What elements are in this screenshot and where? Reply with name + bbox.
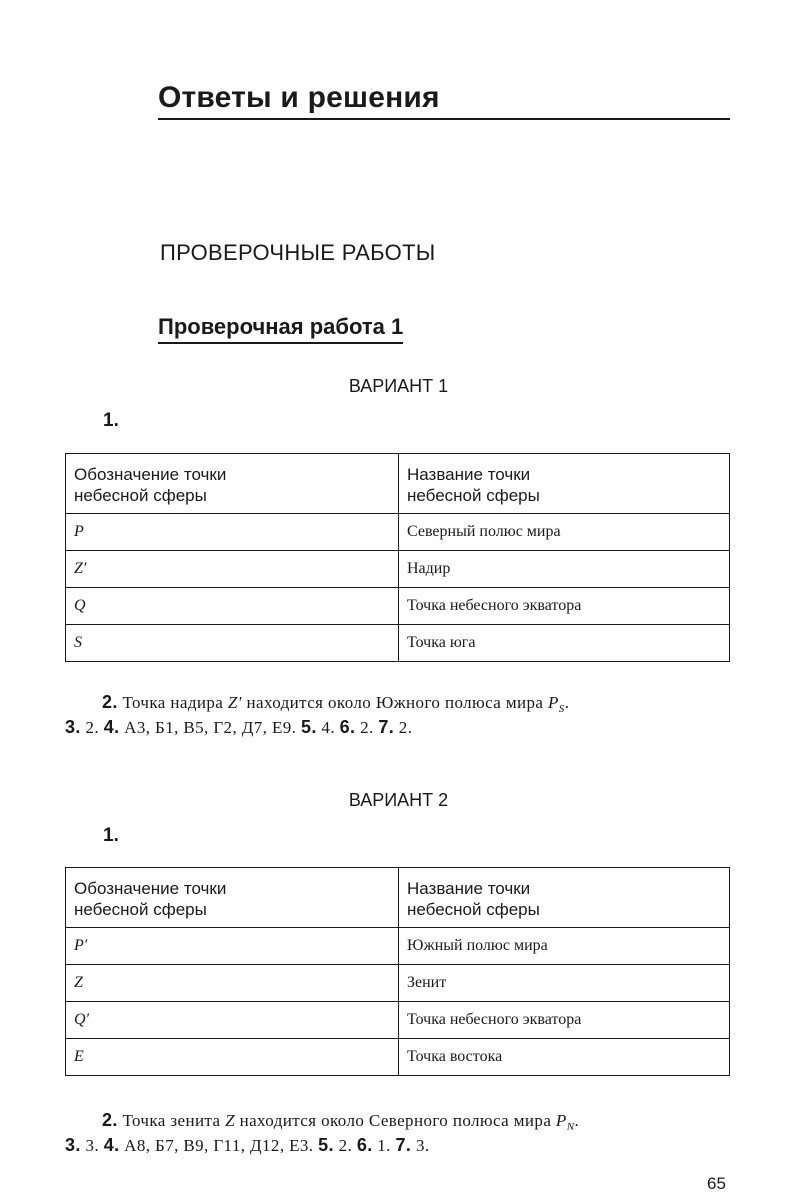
answer-number: 7. xyxy=(395,1135,412,1155)
point-name: Надир xyxy=(399,551,730,588)
answer-number: 5. xyxy=(300,717,317,737)
variant-2-answers-3-7 xyxy=(65,1135,735,1156)
table-row xyxy=(66,928,730,965)
table-row xyxy=(66,1002,730,1039)
answer-value: 3. xyxy=(85,1136,100,1155)
answer-end: . xyxy=(564,693,570,712)
variant-1-answer-table xyxy=(65,453,730,662)
table-header-row xyxy=(66,454,730,514)
column-header-name xyxy=(399,868,730,928)
answer-number: 3. xyxy=(65,1135,81,1155)
answer-value: 2. xyxy=(398,718,413,737)
answer-symbol: Z′ xyxy=(227,693,242,712)
answer-number: 4. xyxy=(103,717,120,737)
column-header-designation xyxy=(66,868,399,928)
answer-value: 2. xyxy=(338,1136,353,1155)
table-row xyxy=(66,965,730,1002)
answer-value: 2. xyxy=(85,718,100,737)
answer-text: Точка зенита xyxy=(122,1111,226,1130)
header-line: Обозначение точки небесной сферы xyxy=(74,464,227,505)
point-name: Точка востока xyxy=(399,1039,730,1076)
point-symbol: S xyxy=(66,625,399,662)
column-header-designation xyxy=(66,454,399,514)
header-line: Обозначение точки небесной сферы xyxy=(74,878,227,919)
answer-value: 1. xyxy=(377,1136,391,1155)
variant-2-heading: ВАРИАНТ 2 xyxy=(348,790,449,810)
point-name: Точка небесного экватора xyxy=(399,588,730,625)
answer-text: находится около Северного полюса мира xyxy=(234,1111,556,1130)
point-name: Точка небесного экватора xyxy=(399,1002,730,1039)
variant-2-task-1-label: 1. xyxy=(103,825,119,846)
point-symbol: Z′ xyxy=(66,551,399,588)
pole-subscript: S xyxy=(558,703,565,715)
answer-number: 6. xyxy=(339,717,356,737)
answer-number: 3. xyxy=(65,717,81,737)
pole-subscript: N xyxy=(566,1121,575,1133)
answer-number: 4. xyxy=(103,1135,120,1155)
answer-value: 3. xyxy=(415,1136,430,1155)
answer-number: 7. xyxy=(378,717,395,737)
table-row xyxy=(66,514,730,551)
page-title: Ответы и решения xyxy=(158,78,730,120)
point-symbol: P xyxy=(66,514,399,551)
table-row xyxy=(66,588,730,625)
answer-end: . xyxy=(574,1111,580,1130)
variant-1-heading: ВАРИАНТ 1 xyxy=(348,376,449,396)
table-header-row xyxy=(66,868,730,928)
answer-number: 5. xyxy=(318,1135,334,1155)
answer-number: 6. xyxy=(356,1135,373,1155)
answer-symbol: Z xyxy=(225,1111,235,1130)
table-row xyxy=(66,1039,730,1076)
answer-value: 2. xyxy=(360,718,374,737)
answer-value: 4. xyxy=(321,718,335,737)
point-name: Зенит xyxy=(399,965,730,1002)
answer-number: 2. xyxy=(102,692,118,712)
header-line: Название точки небесной сферы xyxy=(407,464,540,505)
page-number: 65 xyxy=(707,1174,726,1193)
variant-1-answer-2 xyxy=(65,692,735,715)
column-header-name xyxy=(399,454,730,514)
pole-symbol: P xyxy=(548,693,559,712)
table-row xyxy=(66,625,730,662)
table-row xyxy=(66,551,730,588)
work-title: Проверочная работа 1 xyxy=(158,312,403,344)
variant-1-task-1-label: 1. xyxy=(103,410,119,431)
section-heading: ПРОВЕРОЧНЫЕ РАБОТЫ xyxy=(160,240,436,265)
point-symbol: Q′ xyxy=(66,1002,399,1039)
point-name: Северный полюс мира xyxy=(399,514,730,551)
point-symbol: E xyxy=(66,1039,399,1076)
answer-value: А8, Б7, В9, Г11, Д12, Е3. xyxy=(124,1136,314,1155)
pole-symbol: P xyxy=(555,1111,567,1130)
variant-1-answers-3-7 xyxy=(65,717,735,738)
point-symbol: Q xyxy=(66,588,399,625)
point-name: Точка юга xyxy=(399,625,730,662)
answer-value: А3, Б1, В5, Г2, Д7, Е9. xyxy=(124,718,297,737)
answer-text: Точка надира xyxy=(122,693,228,712)
variant-2-answer-table xyxy=(65,867,730,1076)
point-symbol: P′ xyxy=(66,928,399,965)
answer-number: 2. xyxy=(102,1110,118,1130)
variant-2-answer-2 xyxy=(65,1110,735,1133)
answer-text: находится около Южного полюса мира xyxy=(241,693,548,712)
point-name: Южный полюс мира xyxy=(399,928,730,965)
header-line: Название точки небесной сферы xyxy=(407,878,540,919)
point-symbol: Z xyxy=(66,965,399,1002)
